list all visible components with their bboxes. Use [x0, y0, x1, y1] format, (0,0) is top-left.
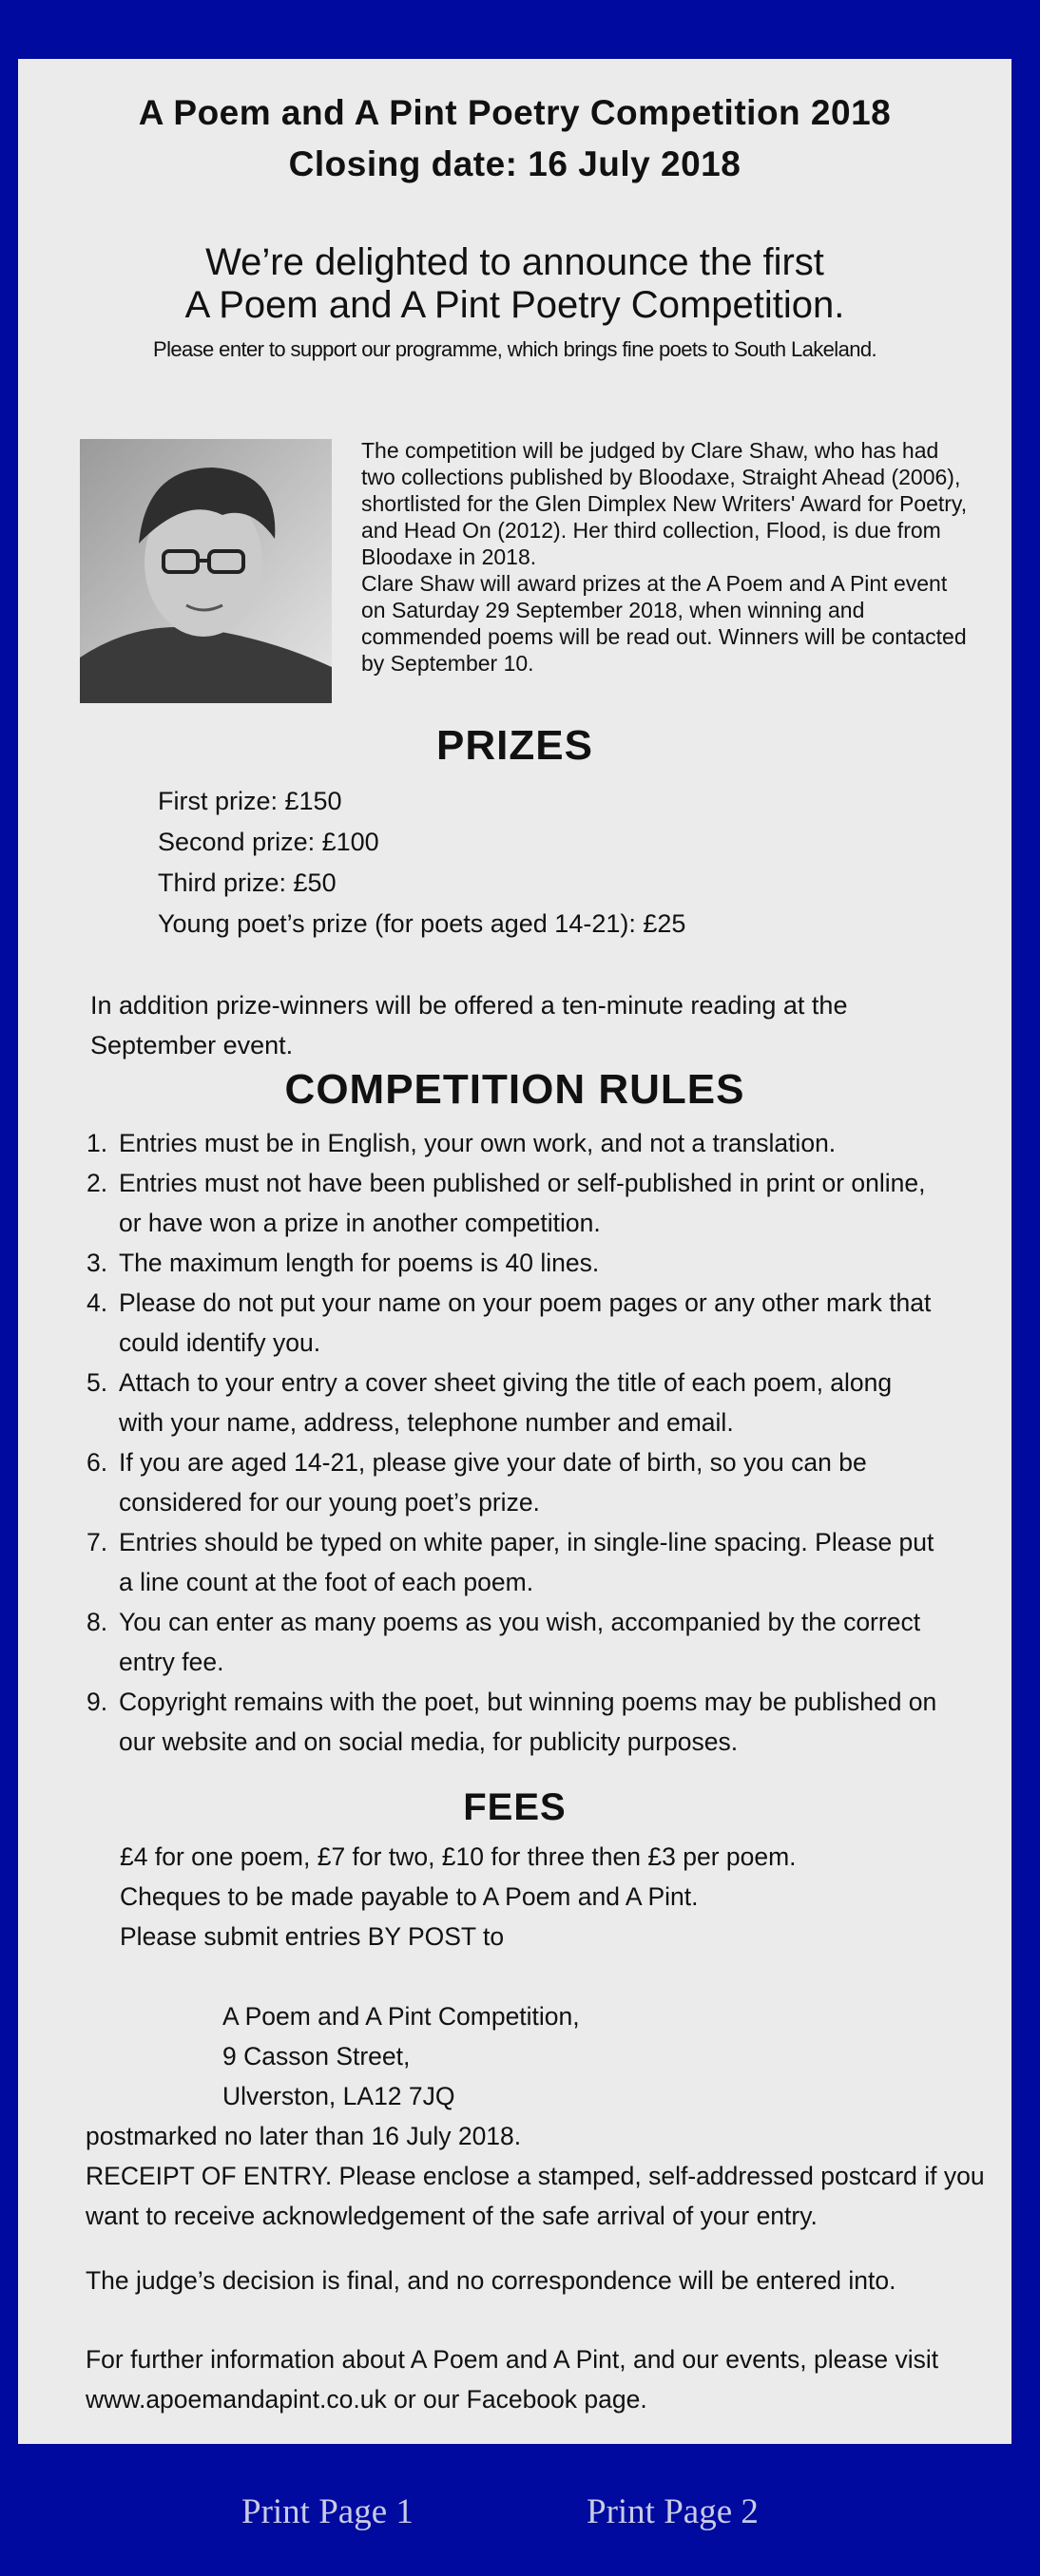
rule-item [87, 1522, 942, 1602]
page-title: A Poem and A Pint Poetry Competition 2018 [138, 93, 892, 132]
prize-item: Young poet’s prize (for poets aged 14-21): £25 [158, 909, 686, 938]
prize-addition: In addition prize-winners will be offered a ten-minute reading at the September event. [90, 991, 848, 1059]
rule-number: 5. [87, 1368, 108, 1397]
rule-number: 2. [87, 1169, 108, 1197]
rule-number: 9. [87, 1688, 108, 1716]
rule-item [87, 1243, 942, 1283]
closing-date: Closing date: 16 July 2018 [288, 144, 741, 183]
rule-text: Entries should be typed on white paper, in single-line spacing. Please put a line count at the foot of each poem. [119, 1528, 934, 1596]
announcement-line-1: We’re delighted to announce the first [205, 241, 824, 283]
rule-text: Entries must not have been published or self-published in print or online, or have won a prize in another competition. [119, 1169, 926, 1237]
rule-text: If you are aged 14-21, please give your date of birth, so you can be considered for our young poet’s prize. [119, 1448, 867, 1517]
announcement-line-2: A Poem and A Pint Poetry Competition. [184, 284, 845, 326]
print-page-1-link[interactable]: Print Page 1 [241, 2492, 414, 2531]
rule-text: Entries must be in English, your own work, and not a translation. [119, 1129, 837, 1157]
judge-paragraph-2: Clare Shaw will award prizes at the A Poem and A Pint event on Saturday 29 September 2018, when winning and commended poems will be read out. Winners will be contacted by September 10. [361, 571, 967, 676]
rule-item [87, 1123, 942, 1163]
rule-item [87, 1602, 942, 1682]
print-page-2-link[interactable]: Print Page 2 [587, 2492, 759, 2531]
postal-address [222, 1996, 580, 2116]
rules-heading: COMPETITION RULES [284, 1066, 745, 1113]
info-text: For further information about A Poem and A Pint, and our events, please visit www.apoemandapint.co.uk or our Facebook page. [86, 2345, 939, 2414]
judge-description [361, 437, 970, 677]
rule-text: Please do not put your name on your poem pages or any other mark that could identify you. [119, 1288, 932, 1357]
prize-list [158, 781, 685, 945]
address-line: Ulverston, LA12 7JQ [222, 2082, 455, 2110]
rule-number: 8. [87, 1608, 108, 1636]
rule-item [87, 1163, 942, 1243]
rule-number: 1. [87, 1129, 108, 1157]
fees-line: £4 for one poem, £7 for two, £10 for three then £3 per poem. [120, 1842, 797, 1871]
receipt-text: RECEIPT OF ENTRY. Please enclose a stamped, self-addressed postcard if you want to receive acknowledgement of the safe arrival of your entry. [86, 2162, 985, 2230]
prize-item: First prize: £150 [158, 787, 342, 815]
postmark-text: postmarked no later than 16 July 2018. [86, 2122, 522, 2150]
address-line: 9 Casson Street, [222, 2042, 411, 2070]
cheque-line: Cheques to be made payable to A Poem and A Pint. [120, 1882, 699, 1911]
competition-sheet [18, 59, 1011, 2444]
rules-list [87, 1123, 942, 1762]
rule-item [87, 1283, 942, 1363]
submit-line: Please submit entries BY POST to [120, 1922, 505, 1951]
rule-number: 4. [87, 1288, 108, 1317]
address-line: A Poem and A Pint Competition, [222, 2002, 580, 2031]
rule-item [87, 1442, 942, 1522]
rule-number: 3. [87, 1249, 108, 1277]
prize-item: Third prize: £50 [158, 868, 337, 897]
support-text: Please enter to support our programme, which brings fine poets to South Lakeland. [153, 337, 876, 361]
rule-text: You can enter as many poems as you wish, accompanied by the correct entry fee. [119, 1608, 921, 1676]
rule-item [87, 1682, 942, 1762]
prize-item: Second prize: £100 [158, 828, 379, 856]
fees-details [120, 1837, 797, 1956]
prizes-heading: PRIZES [436, 722, 593, 769]
decision-text: The judge’s decision is final, and no correspondence will be entered into. [86, 2266, 896, 2295]
rule-item [87, 1363, 942, 1442]
rule-number: 6. [87, 1448, 108, 1477]
judge-portrait-image [80, 439, 332, 703]
rule-text: Attach to your entry a cover sheet giving the title of each poem, along with your name, address, telephone number and email. [119, 1368, 893, 1437]
fees-heading: FEES [463, 1786, 567, 1828]
rule-number: 7. [87, 1528, 108, 1556]
rule-text: The maximum length for poems is 40 lines. [119, 1249, 600, 1277]
judge-portrait-icon [80, 439, 332, 703]
rule-text: Copyright remains with the poet, but winning poems may be published on our website and on social media, for publicity purposes. [119, 1688, 937, 1756]
judge-paragraph-1: The competition will be judged by Clare Shaw, who has had two collections published by Bloodaxe, Straight Ahead (2006), shortlisted for the Glen Dimplex New Writers' Award for Poetry, and Head On (2012). Her third collection, Flood, is due from Bloodaxe in 2018. [361, 438, 968, 569]
